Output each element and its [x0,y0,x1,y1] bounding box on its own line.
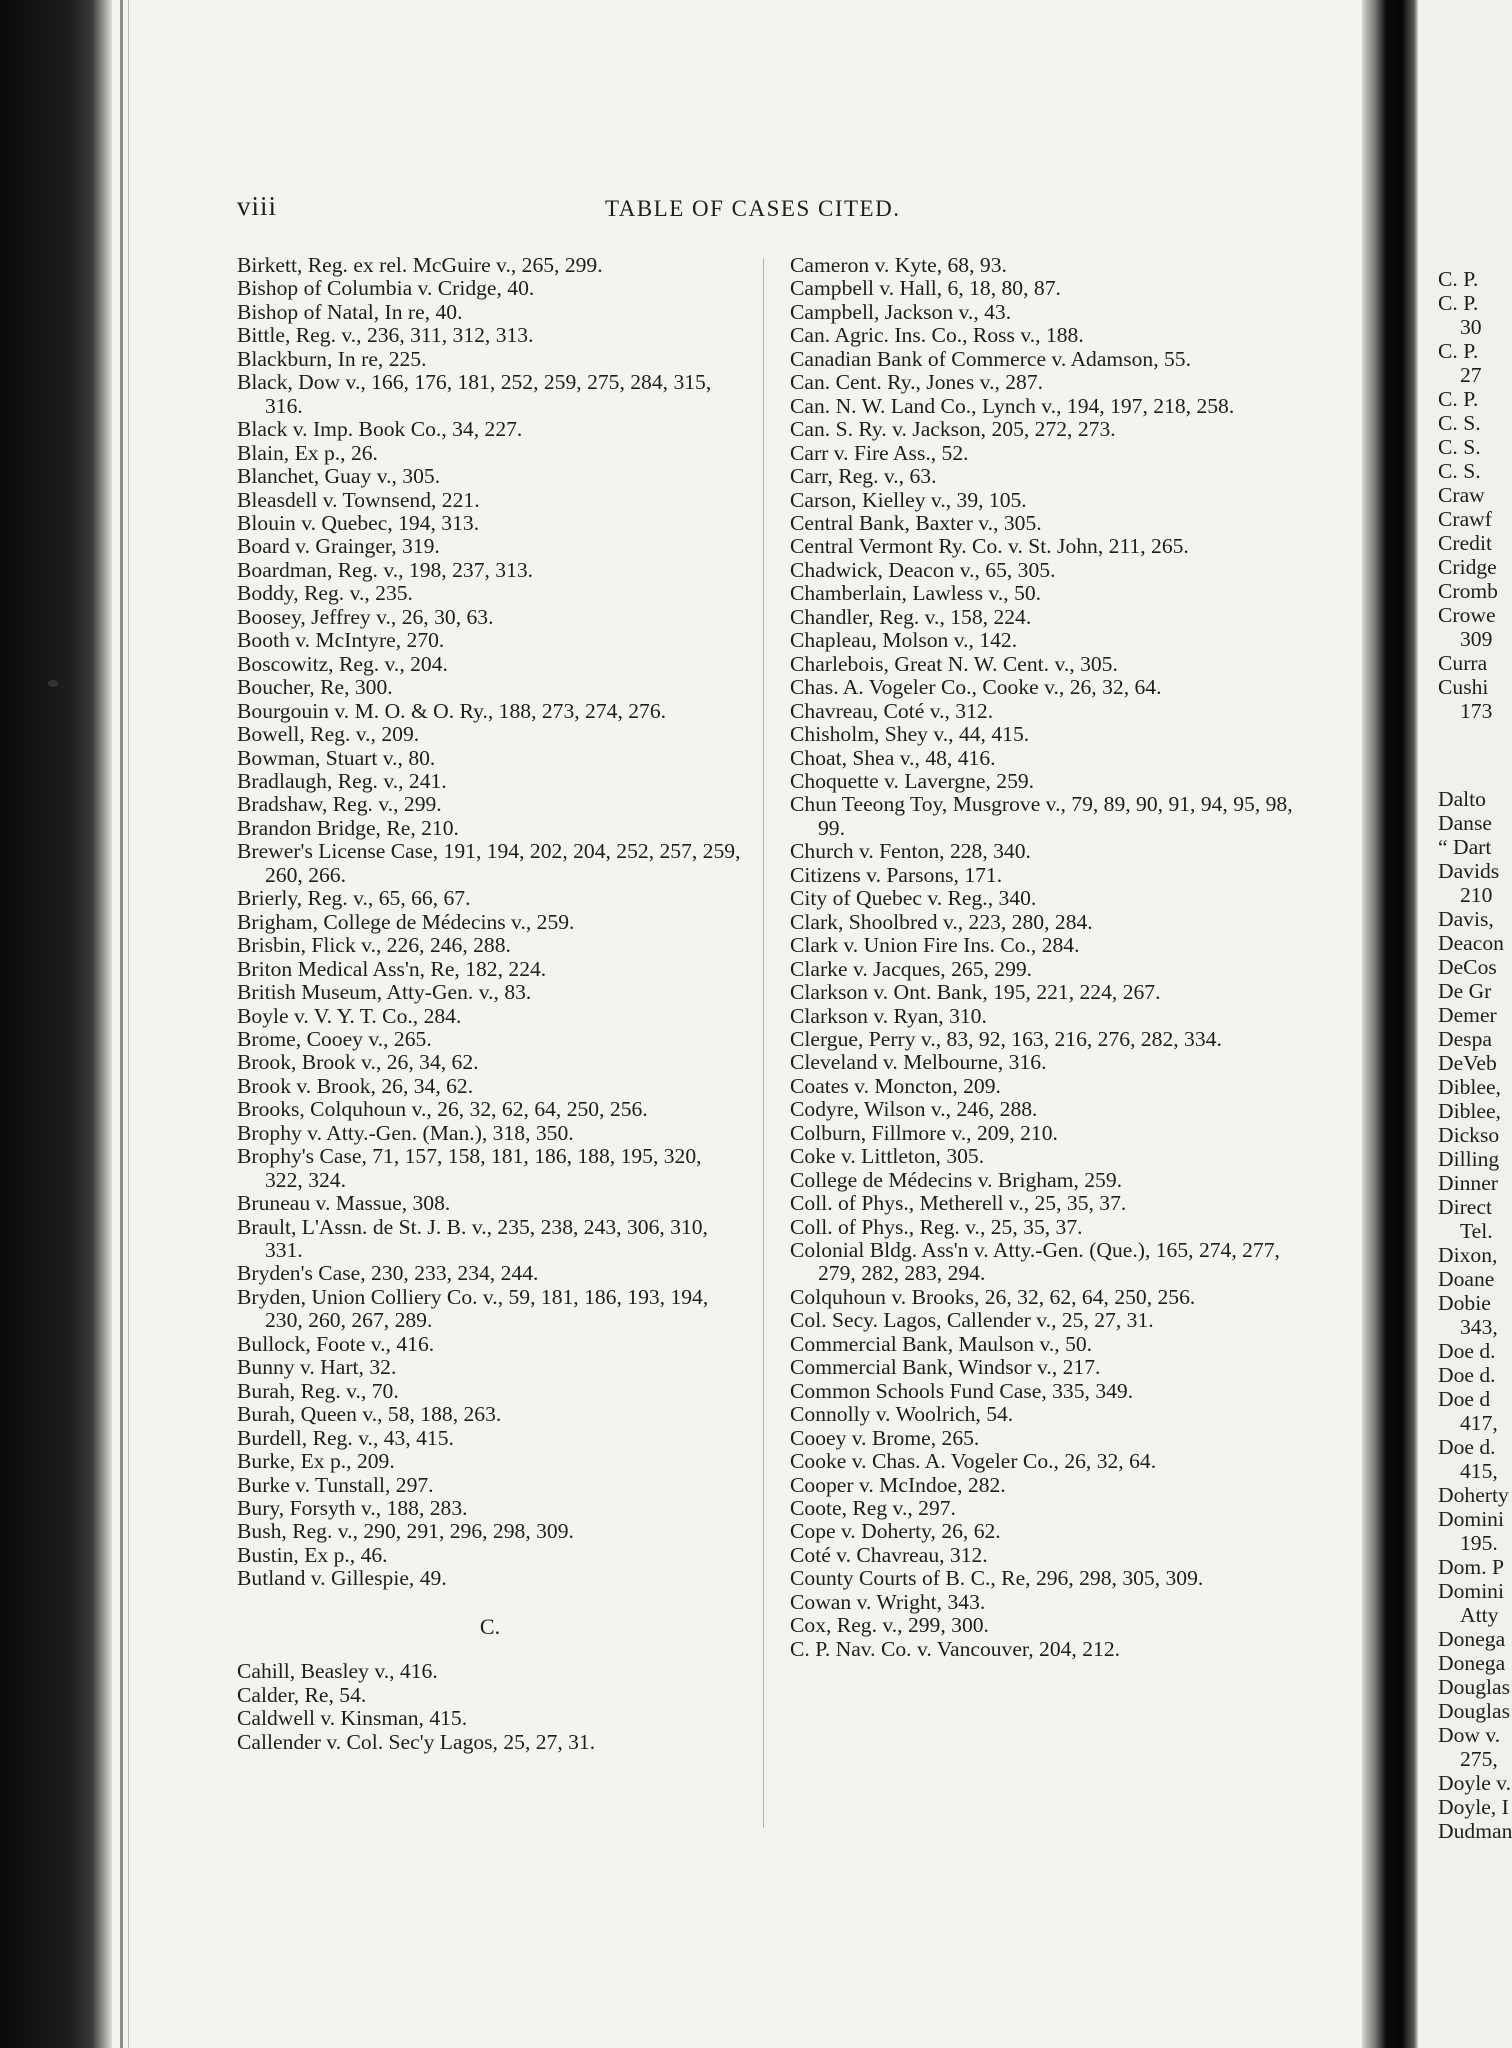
facing-page-fragment: Diblee, [1438,1099,1501,1123]
section-letter-c: C. [479,1613,501,1639]
page-folio: viii [237,191,278,221]
case-entry: City of Quebec v. Reg., 340. [790,886,1037,911]
facing-page-fragment: Doyle, I [1438,1795,1509,1819]
case-entry: Church v. Fenton, 228, 340. [790,839,1031,864]
case-entry: Chadwick, Deacon v., 65, 305. [790,557,1056,582]
facing-page-fragment: 275, [1460,1747,1498,1771]
case-entry: Cameron v. Kyte, 68, 93. [790,253,1007,277]
case-entry: Brandon Bridge, Re, 210. [237,815,459,840]
case-entry: Bryden's Case, 230, 233, 234, 244. [237,1261,539,1286]
facing-page-fragment: Crowe [1438,603,1496,627]
case-entry: Carson, Kielley v., 39, 105. [790,487,1027,512]
facing-page-fragment: Dilling [1438,1147,1500,1171]
case-entry: College de Médecins v. Brigham, 259. [790,1167,1123,1192]
case-entry: Chandler, Reg. v., 158, 224. [790,604,1032,629]
case-entry: Carr v. Fire Ass., 52. [790,440,969,465]
case-entry: Can. Cent. Ry., Jones v., 287. [790,370,1044,395]
facing-page-fragment: Davids [1438,859,1500,883]
facing-page-fragment: DeCos [1438,955,1497,979]
case-entry: Bishop of Natal, In re, 40. [237,299,463,324]
case-entry: Canadian Bank of Commerce v. Adamson, 55. [790,346,1192,371]
case-entry: Boyle v. V. Y. T. Co., 284. [237,1003,462,1028]
left-column [237,254,743,1754]
case-entry: Can. S. Ry. v. Jackson, 205, 272, 273. [790,417,1116,442]
case-entry: Bleasdell v. Townsend, 221. [237,487,480,512]
facing-page-fragment: Deacon [1438,931,1504,955]
case-entry: Boucher, Re, 300. [237,675,393,700]
case-entry: Brewer's License Case, 191, 194, 202, 204, 252, 257, 259, 260, 266. [237,839,741,887]
facing-page-fragment: C. P. [1438,267,1479,291]
facing-page-fragment: Atty [1460,1603,1499,1627]
facing-page-fragment: Doane [1438,1267,1495,1291]
case-entry: Clergue, Perry v., 83, 92, 163, 216, 276, 282, 334. [790,1026,1222,1051]
facing-page-fragment: Dow v. [1438,1723,1501,1747]
facing-page-fragment: Dixon, [1438,1243,1498,1267]
case-entry: Bryden, Union Colliery Co. v., 59, 181, 186, 193, 194, 230, 260, 267, 289. [237,1284,709,1333]
case-entry: Briton Medical Ass'n, Re, 182, 224. [237,956,547,981]
case-entry: Carr, Reg. v., 63. [790,464,937,489]
case-entry: Choat, Shea v., 48, 416. [790,745,996,770]
case-entry: Board v. Grainger, 319. [237,534,440,559]
case-entry: Cleveland v. Melbourne, 316. [790,1050,1047,1075]
case-entry: Boscowitz, Reg. v., 204. [237,651,448,676]
facing-page-fragment: Tel. [1460,1219,1493,1243]
facing-page-fragment: Cromb [1438,579,1498,603]
case-entry: Calder, Re, 54. [237,1682,367,1707]
case-entry: Bradshaw, Reg. v., 299. [237,792,442,817]
case-entry: Coll. of Phys., Metherell v., 25, 35, 37. [790,1191,1127,1216]
case-entry: Cooey v. Brome, 265. [790,1425,980,1450]
facing-page-fragment: 195. [1460,1531,1498,1555]
facing-page-fragment: C. P. [1438,291,1479,315]
facing-page-fragment: Danse [1438,811,1492,835]
facing-page-fragment: Craw [1438,483,1485,507]
facing-page-fragment: Douglas [1438,1675,1510,1699]
case-entry: Campbell, Jackson v., 43. [790,299,1012,324]
case-entry: Cope v. Doherty, 26, 62. [790,1519,1001,1544]
facing-page-fragment: Dalto [1438,787,1486,811]
facing-page-fragment: Doe d. [1438,1363,1496,1387]
case-entry: Campbell v. Hall, 6, 18, 80, 87. [790,276,1061,301]
facing-page-fragment: 417, [1460,1411,1498,1435]
case-entry: Burah, Reg. v., 70. [237,1378,399,1403]
case-entry: Chun Teeong Toy, Musgrove v., 79, 89, 90, 91, 94, 95, 98, 99. [790,792,1293,840]
case-entry: Caldwell v. Kinsman, 415. [237,1706,468,1731]
case-entry: Codyre, Wilson v., 246, 288. [790,1097,1038,1122]
case-entry: Brophy's Case, 71, 157, 158, 181, 186, 188, 195, 320, 322, 324. [237,1144,702,1192]
facing-page-fragment: Doyle v. [1438,1771,1511,1795]
case-entry: Burah, Queen v., 58, 188, 263. [237,1402,502,1427]
facing-page-fragment: Domini [1438,1579,1504,1603]
binding-rule [120,0,123,2048]
case-entry: Choquette v. Lavergne, 259. [790,768,1035,793]
facing-page-fragment: 309 [1460,627,1493,651]
case-entry: C. P. Nav. Co. v. Vancouver, 204, 212. [790,1636,1121,1661]
right-column [790,254,1300,1661]
case-entry: Boardman, Reg. v., 198, 237, 313. [237,557,534,582]
case-entry: Brophy v. Atty.-Gen. (Man.), 318, 350. [237,1120,574,1145]
case-entry: Commercial Bank, Maulson v., 50. [790,1331,1093,1356]
case-entry: Bradlaugh, Reg. v., 241. [237,768,447,793]
case-entry: Butland v. Gillespie, 49. [237,1566,447,1591]
facing-page-fragment: Diblee, [1438,1075,1501,1099]
case-entry: Commercial Bank, Windsor v., 217. [790,1355,1101,1380]
case-entry: Brault, L'Assn. de St. J. B. v., 235, 238, 243, 306, 310, 331. [237,1214,708,1263]
left-binding-shadow [0,0,112,2048]
case-entry: Black v. Imp. Book Co., 34, 227. [237,417,523,442]
facing-page-fragment: 173 [1460,699,1493,723]
facing-page-fragment: Dobie [1438,1291,1491,1315]
case-entry: Burke v. Tunstall, 297. [237,1472,434,1497]
facing-page-fragment: Dom. P [1438,1555,1504,1579]
ink-speck [48,680,58,687]
case-entry: Black, Dow v., 166, 176, 181, 252, 259, 275, 284, 315, 316. [237,370,712,418]
facing-page-fragment: 30 [1460,315,1482,339]
case-entry: Bourgouin v. M. O. & O. Ry., 188, 273, 274, 276. [237,698,667,723]
case-entry: Bustin, Ex p., 46. [237,1542,388,1567]
case-entry: County Courts of B. C., Re, 296, 298, 305, 309. [790,1566,1204,1591]
case-entry: Cox, Reg. v., 299, 300. [790,1613,989,1638]
case-entry: Coke v. Littleton, 305. [790,1144,985,1169]
page-title: TABLE OF CASES CITED. [605,196,901,221]
facing-page-fragment: DeVeb [1438,1051,1497,1075]
case-entry: Central Bank, Baxter v., 305. [790,510,1042,535]
case-entry: Colburn, Fillmore v., 209, 210. [790,1120,1058,1145]
facing-page-fragment: 343, [1460,1315,1498,1339]
case-entry: Clark v. Union Fire Ins. Co., 284. [790,933,1080,958]
case-entry: Cahill, Beasley v., 416. [237,1659,438,1684]
entries-c-continued-list [790,254,1300,1661]
case-entry: Bunny v. Hart, 32. [237,1355,397,1380]
facing-page-fragment: C. P. [1438,387,1479,411]
facing-page-fragment: Doe d. [1438,1435,1496,1459]
facing-page-fragment: De Gr [1438,979,1492,1003]
case-entry: Brierly, Reg. v., 65, 66, 67. [237,886,471,911]
case-entry: Bury, Forsyth v., 188, 283. [237,1496,468,1521]
case-entry: Brook v. Brook, 26, 34, 62. [237,1073,474,1098]
case-entry: Citizens v. Parsons, 171. [790,862,1003,887]
facing-page-fragment: Doe d. [1438,1339,1496,1363]
case-entry: Can. Agric. Ins. Co., Ross v., 188. [790,323,1084,348]
case-entry: Colonial Bldg. Ass'n v. Atty.-Gen. (Que.), 165, 274, 277, 279, 282, 283, 294. [790,1238,1280,1286]
case-entry: Brigham, College de Médecins v., 259. [237,909,575,934]
case-entry: Central Vermont Ry. Co. v. St. John, 211, 265. [790,534,1189,559]
case-entry: Blain, Ex p., 26. [237,440,378,465]
facing-page-fragment: Cushi [1438,675,1489,699]
case-entry: Common Schools Fund Case, 335, 349. [790,1378,1134,1403]
case-entry: Coll. of Phys., Reg. v., 25, 35, 37. [790,1214,1083,1239]
facing-page-fragment: Dudman [1438,1819,1512,1843]
case-entry: Cooke v. Chas. A. Vogeler Co., 26, 32, 64. [790,1449,1157,1474]
facing-page-fragment: Domini [1438,1507,1504,1531]
column-divider [763,258,764,1828]
facing-page-fragment: C. S. [1438,435,1481,459]
case-entry: Bowman, Stuart v., 80. [237,745,436,770]
case-entry: Chas. A. Vogeler Co., Cooke v., 26, 32, 64. [790,675,1162,700]
case-entry: Chisholm, Shey v., 44, 415. [790,722,1030,747]
case-entry: Col. Secy. Lagos, Callender v., 25, 27, 31. [790,1308,1154,1333]
case-entry: Connolly v. Woolrich, 54. [790,1402,1014,1427]
case-entry: Burdell, Reg. v., 43, 415. [237,1425,454,1450]
facing-page-fragment: Donega [1438,1651,1506,1675]
facing-page-fragment: Doe d [1438,1387,1491,1411]
facing-page-fragment: C. P. [1438,339,1479,363]
case-entry: Brook, Brook v., 26, 34, 62. [237,1050,479,1075]
facing-page-fragment: Douglas [1438,1699,1510,1723]
facing-page-fragment: Curra [1438,651,1488,675]
case-entry: Blackburn, In re, 225. [237,346,427,371]
case-entry: Boosey, Jeffrey v., 26, 30, 63. [237,604,494,629]
case-entry: Bush, Reg. v., 290, 291, 296, 298, 309. [237,1519,574,1544]
case-entry: Burke, Ex p., 209. [237,1449,395,1474]
case-entry: Colquhoun v. Brooks, 26, 32, 62, 64, 250, 256. [790,1284,1196,1309]
case-entry: Birkett, Reg. ex rel. McGuire v., 265, 299. [237,253,603,277]
facing-page-fragment: Davis, [1438,907,1494,931]
case-entry: British Museum, Atty-Gen. v., 83. [237,980,532,1005]
facing-page-fragment: C. S. [1438,411,1481,435]
case-entry: Brisbin, Flick v., 226, 246, 288. [237,933,511,958]
case-entry: Chamberlain, Lawless v., 50. [790,581,1042,606]
facing-page-fragment: Despa [1438,1027,1492,1051]
facing-page-fragment: Cridge [1438,555,1497,579]
facing-page-fragment: Credit [1438,531,1492,555]
case-entry: Cowan v. Wright, 343. [790,1589,986,1614]
facing-page-fragment: C. S. [1438,459,1481,483]
case-entry: Blanchet, Guay v., 305. [237,464,441,489]
case-entry: Booth v. McIntyre, 270. [237,628,445,653]
case-entry: Blouin v. Quebec, 194, 313. [237,510,480,535]
facing-page-fragment: Dickso [1438,1123,1500,1147]
case-entry: Clarke v. Jacques, 265, 299. [790,956,1033,981]
binding-rule-secondary [128,0,129,2048]
case-entry: Bowell, Reg. v., 209. [237,722,420,747]
entries-c-list [237,1660,743,1754]
case-entry: Cooper v. McIndoe, 282. [790,1472,1006,1497]
case-entry: Clark, Shoolbred v., 223, 280, 284. [790,909,1093,934]
case-entry: Brome, Cooey v., 265. [237,1026,432,1051]
case-entry: Chapleau, Molson v., 142. [790,628,1018,653]
case-entry: Bittle, Reg. v., 236, 311, 312, 313. [237,323,534,348]
case-entry: Boddy, Reg. v., 235. [237,581,413,606]
facing-page-fragment: 415, [1460,1459,1498,1483]
page-gutter-shadow [1362,0,1418,2048]
case-entry: Chavreau, Coté v., 312. [790,698,994,723]
case-entry: Bullock, Foote v., 416. [237,1331,435,1356]
entries-b-list [237,254,743,1591]
facing-page-fragment: 210 [1460,883,1493,907]
case-entry: Coote, Reg v., 297. [790,1496,956,1521]
case-entry: Can. N. W. Land Co., Lynch v., 194, 197, 218, 258. [790,393,1235,418]
case-entry: Bruneau v. Massue, 308. [237,1191,451,1216]
case-entry: Callender v. Col. Sec'y Lagos, 25, 27, 31. [237,1729,596,1754]
case-entry: Clarkson v. Ryan, 310. [790,1003,987,1028]
facing-page-fragment: Demer [1438,1003,1497,1027]
facing-page-fragment: Doherty [1438,1483,1509,1507]
case-entry: Bishop of Columbia v. Cridge, 40. [237,276,535,301]
case-entry: Coté v. Chavreau, 312. [790,1542,988,1567]
facing-page-fragment: “ Dart [1438,835,1492,859]
facing-page-fragment: Direct [1438,1195,1492,1219]
facing-page-fragment: Donega [1438,1627,1506,1651]
case-entry: Brooks, Colquhoun v., 26, 32, 62, 64, 250, 256. [237,1097,648,1122]
facing-page-fragment: Dinner [1438,1171,1498,1195]
case-entry: Charlebois, Great N. W. Cent. v., 305. [790,651,1118,676]
case-entry: Coates v. Moncton, 209. [790,1073,1001,1098]
case-entry: Clarkson v. Ont. Bank, 195, 221, 224, 267. [790,980,1161,1005]
facing-page-fragment: Crawf [1438,507,1492,531]
facing-page-fragment: 27 [1460,363,1482,387]
